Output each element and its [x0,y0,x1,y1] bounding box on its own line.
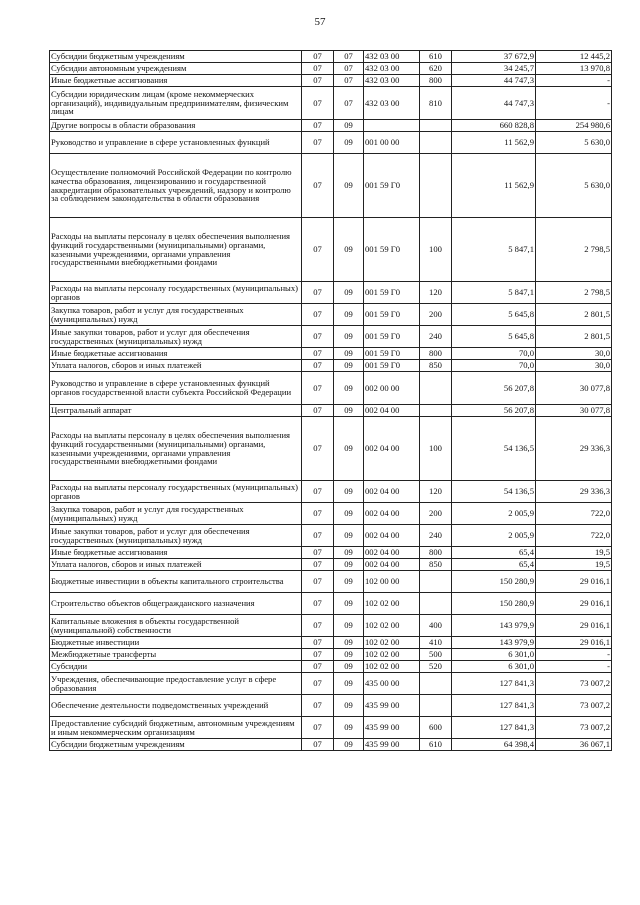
row-amount-1: 143 979,9 [452,615,536,637]
row-amount-2: 30 077,8 [536,405,612,417]
row-target-article-code: 435 00 00 [364,673,420,695]
row-amount-1: 65,4 [452,547,536,559]
row-amount-1: 6 301,0 [452,649,536,661]
row-name: Закупка товаров, работ и услуг для государственных (муниципальных) нужд [50,304,302,326]
table-row [50,51,612,63]
row-name: Предоставление субсидий бюджетным, автономным учреждениям и иным некоммерческим организациям [50,717,302,739]
table-row [50,326,612,348]
row-amount-2: - [536,87,612,120]
page-number: 57 [314,16,326,28]
row-expense-type-code: 200 [420,503,452,525]
row-amount-1: 143 979,9 [452,637,536,649]
row-amount-2: - [536,75,612,87]
row-amount-1: 65,4 [452,559,536,571]
row-name: Центральный аппарат [50,405,302,417]
table-row [50,154,612,218]
row-target-article-code: 002 04 00 [364,525,420,547]
row-subsection-code: 09 [334,593,364,615]
table-row [50,547,612,559]
row-amount-2: 12 445,2 [536,51,612,63]
row-amount-1: 11 562,9 [452,132,536,154]
row-expense-type-code: 200 [420,304,452,326]
table-row [50,559,612,571]
row-amount-1: 127 841,3 [452,717,536,739]
row-expense-type-code: 800 [420,348,452,360]
row-section-code: 07 [302,51,334,63]
row-expense-type-code: 810 [420,87,452,120]
row-name: Строительство объектов общегражданского назначения [50,593,302,615]
row-expense-type-code [420,571,452,593]
row-subsection-code: 09 [334,547,364,559]
row-amount-1: 44 747,3 [452,75,536,87]
row-subsection-code: 07 [334,51,364,63]
row-target-article-code: 432 03 00 [364,63,420,75]
row-expense-type-code [420,673,452,695]
row-amount-2: 30,0 [536,348,612,360]
row-name: Бюджетные инвестиции [50,637,302,649]
row-subsection-code: 09 [334,417,364,481]
row-expense-type-code [420,695,452,717]
row-amount-2: 73 007,2 [536,695,612,717]
row-section-code: 07 [302,661,334,673]
row-subsection-code: 09 [334,360,364,372]
row-section-code: 07 [302,593,334,615]
row-name: Субсидии автономным учреждениям [50,63,302,75]
row-amount-2: 73 007,2 [536,673,612,695]
row-subsection-code: 09 [334,637,364,649]
row-section-code: 07 [302,717,334,739]
table-row [50,673,612,695]
row-section-code: 07 [302,673,334,695]
row-target-article-code: 435 99 00 [364,717,420,739]
row-subsection-code: 09 [334,503,364,525]
table-row [50,132,612,154]
row-name: Руководство и управление в сфере установленных функций [50,132,302,154]
row-amount-2: 2 801,5 [536,326,612,348]
row-section-code: 07 [302,615,334,637]
row-section-code: 07 [302,739,334,751]
row-amount-2: 722,0 [536,503,612,525]
row-subsection-code: 09 [334,649,364,661]
row-target-article-code: 001 59 Г0 [364,360,420,372]
table-row [50,372,612,405]
row-section-code: 07 [302,372,334,405]
row-expense-type-code [420,372,452,405]
row-subsection-code: 09 [334,348,364,360]
row-target-article-code: 102 00 00 [364,571,420,593]
row-amount-2: 254 980,6 [536,120,612,132]
row-expense-type-code: 600 [420,717,452,739]
row-target-article-code: 102 02 00 [364,649,420,661]
row-target-article-code: 102 02 00 [364,637,420,649]
row-name: Иные бюджетные ассигнования [50,348,302,360]
row-expense-type-code: 800 [420,75,452,87]
row-section-code: 07 [302,417,334,481]
row-name: Иные бюджетные ассигнования [50,75,302,87]
row-expense-type-code: 120 [420,481,452,503]
row-section-code: 07 [302,154,334,218]
row-subsection-code: 09 [334,695,364,717]
row-subsection-code: 09 [334,304,364,326]
table-row [50,503,612,525]
table-row [50,63,612,75]
row-amount-2: 5 630,0 [536,154,612,218]
row-amount-1: 54 136,5 [452,481,536,503]
row-expense-type-code: 240 [420,326,452,348]
row-target-article-code: 001 00 00 [364,132,420,154]
row-expense-type-code: 850 [420,559,452,571]
row-name: Руководство и управление в сфере установленных функций органов государственной власти субъекта Российской Федерации [50,372,302,405]
row-name: Расходы на выплаты персоналу в целях обеспечения выполнения функций государственными (муниципальными) органами, казенными учреждениями, органами управления государственными внебюджетными фондами [50,417,302,481]
row-name: Обеспечение деятельности подведомственных учреждений [50,695,302,717]
row-amount-2: 2 801,5 [536,304,612,326]
row-expense-type-code: 500 [420,649,452,661]
row-name: Субсидии бюджетным учреждениям [50,739,302,751]
row-target-article-code [364,120,420,132]
row-amount-2: 29 016,1 [536,637,612,649]
row-target-article-code: 432 03 00 [364,87,420,120]
row-expense-type-code [420,132,452,154]
row-name: Учреждения, обеспечивающие предоставление услуг в сфере образования [50,673,302,695]
table-row [50,304,612,326]
row-amount-1: 127 841,3 [452,695,536,717]
row-amount-2: 13 970,8 [536,63,612,75]
row-amount-2: 29 336,3 [536,481,612,503]
row-name: Межбюджетные трансферты [50,649,302,661]
table-row [50,637,612,649]
row-amount-2: 19,5 [536,547,612,559]
row-amount-1: 660 828,8 [452,120,536,132]
row-target-article-code: 002 04 00 [364,481,420,503]
row-name: Иные закупки товаров, работ и услуг для обеспечения государственных (муниципальных) нужд [50,525,302,547]
row-amount-2: 29 016,1 [536,593,612,615]
row-amount-2: 2 798,5 [536,282,612,304]
row-name: Субсидии юридическим лицам (кроме некоммерческих организаций), индивидуальным предпринимателям, физическим лицам [50,87,302,120]
row-amount-1: 150 280,9 [452,593,536,615]
row-subsection-code: 07 [334,75,364,87]
row-subsection-code: 09 [334,739,364,751]
row-expense-type-code: 800 [420,547,452,559]
row-expense-type-code: 100 [420,218,452,282]
row-amount-1: 2 005,9 [452,503,536,525]
row-amount-1: 56 207,8 [452,372,536,405]
row-amount-2: 29 016,1 [536,615,612,637]
row-target-article-code: 102 02 00 [364,661,420,673]
row-name: Расходы на выплаты персоналу в целях обеспечения выполнения функций государственными (муниципальными) органами, казенными учреждениями, органами управления государственными внебюджетными фондами [50,218,302,282]
row-amount-1: 5 847,1 [452,218,536,282]
row-subsection-code: 09 [334,481,364,503]
row-section-code: 07 [302,75,334,87]
row-target-article-code: 102 02 00 [364,615,420,637]
table-row [50,593,612,615]
table-row [50,120,612,132]
row-name: Субсидии бюджетным учреждениям [50,51,302,63]
budget-table [49,50,612,751]
row-amount-1: 5 645,8 [452,304,536,326]
row-expense-type-code: 410 [420,637,452,649]
row-subsection-code: 09 [334,132,364,154]
row-section-code: 07 [302,360,334,372]
table-row [50,87,612,120]
row-subsection-code: 09 [334,717,364,739]
row-target-article-code: 001 59 Г0 [364,304,420,326]
row-subsection-code: 09 [334,154,364,218]
row-amount-1: 127 841,3 [452,673,536,695]
row-target-article-code: 002 04 00 [364,547,420,559]
row-amount-1: 64 398,4 [452,739,536,751]
row-amount-1: 37 672,9 [452,51,536,63]
row-name: Другие вопросы в области образования [50,120,302,132]
row-section-code: 07 [302,63,334,75]
row-amount-1: 70,0 [452,360,536,372]
row-subsection-code: 09 [334,525,364,547]
table-row [50,75,612,87]
table-row [50,360,612,372]
row-name: Уплата налогов, сборов и иных платежей [50,360,302,372]
row-amount-1: 70,0 [452,348,536,360]
table-row [50,661,612,673]
row-subsection-code: 09 [334,372,364,405]
row-subsection-code: 07 [334,63,364,75]
row-amount-1: 56 207,8 [452,405,536,417]
row-section-code: 07 [302,503,334,525]
row-section-code: 07 [302,218,334,282]
row-subsection-code: 09 [334,405,364,417]
row-amount-2: 73 007,2 [536,717,612,739]
row-expense-type-code: 240 [420,525,452,547]
row-amount-2: 5 630,0 [536,132,612,154]
row-expense-type-code: 120 [420,282,452,304]
table-row [50,282,612,304]
row-amount-2: 29 336,3 [536,417,612,481]
row-amount-2: 36 067,1 [536,739,612,751]
row-amount-1: 5 645,8 [452,326,536,348]
row-expense-type-code [420,120,452,132]
row-expense-type-code: 610 [420,739,452,751]
table-row [50,717,612,739]
row-name: Иные закупки товаров, работ и услуг для обеспечения государственных (муниципальных) нужд [50,326,302,348]
row-amount-1: 5 847,1 [452,282,536,304]
row-expense-type-code: 400 [420,615,452,637]
row-section-code: 07 [302,571,334,593]
row-expense-type-code [420,593,452,615]
table-row [50,571,612,593]
row-target-article-code: 102 02 00 [364,593,420,615]
row-target-article-code: 435 99 00 [364,739,420,751]
row-section-code: 07 [302,120,334,132]
row-subsection-code: 09 [334,615,364,637]
row-name: Иные бюджетные ассигнования [50,547,302,559]
row-expense-type-code: 520 [420,661,452,673]
row-section-code: 07 [302,637,334,649]
row-section-code: 07 [302,695,334,717]
row-amount-2: - [536,649,612,661]
row-amount-1: 11 562,9 [452,154,536,218]
table-row [50,481,612,503]
row-target-article-code: 001 59 Г0 [364,282,420,304]
row-section-code: 07 [302,87,334,120]
row-subsection-code: 09 [334,120,364,132]
row-target-article-code: 432 03 00 [364,51,420,63]
row-expense-type-code [420,154,452,218]
row-target-article-code: 001 59 Г0 [364,326,420,348]
row-section-code: 07 [302,481,334,503]
table-row [50,405,612,417]
row-target-article-code: 002 00 00 [364,372,420,405]
row-subsection-code: 09 [334,218,364,282]
row-section-code: 07 [302,547,334,559]
table-row [50,525,612,547]
row-name: Расходы на выплаты персоналу государственных (муниципальных) органов [50,481,302,503]
row-name: Бюджетные инвестиции в объекты капитального строительства [50,571,302,593]
row-amount-2: 19,5 [536,559,612,571]
row-section-code: 07 [302,405,334,417]
table-row [50,739,612,751]
row-name: Субсидии [50,661,302,673]
row-target-article-code: 002 04 00 [364,417,420,481]
row-section-code: 07 [302,348,334,360]
table-row [50,695,612,717]
row-amount-2: 2 798,5 [536,218,612,282]
row-name: Осуществление полномочий Российской Федерации по контролю качества образования, лицензированию и государственной аккредитации образовательных учреждений, надзору и контролю за соблюдением законодательства в области образования [50,154,302,218]
row-name: Закупка товаров, работ и услуг для государственных (муниципальных) нужд [50,503,302,525]
row-section-code: 07 [302,326,334,348]
row-name: Капитальные вложения в объекты государственной (муниципальной) собственности [50,615,302,637]
row-expense-type-code: 610 [420,51,452,63]
row-subsection-code: 09 [334,326,364,348]
row-amount-1: 6 301,0 [452,661,536,673]
row-section-code: 07 [302,282,334,304]
row-expense-type-code: 850 [420,360,452,372]
row-subsection-code: 09 [334,559,364,571]
row-subsection-code: 09 [334,282,364,304]
row-section-code: 07 [302,304,334,326]
row-expense-type-code: 100 [420,417,452,481]
row-amount-2: 29 016,1 [536,571,612,593]
row-section-code: 07 [302,132,334,154]
table-row [50,417,612,481]
row-target-article-code: 002 04 00 [364,405,420,417]
row-amount-2: 30 077,8 [536,372,612,405]
row-amount-1: 34 245,7 [452,63,536,75]
table-row [50,649,612,661]
row-amount-1: 54 136,5 [452,417,536,481]
row-target-article-code: 435 99 00 [364,695,420,717]
row-amount-2: 30,0 [536,360,612,372]
table-row [50,218,612,282]
row-target-article-code: 001 59 Г0 [364,218,420,282]
row-expense-type-code [420,405,452,417]
row-name: Расходы на выплаты персоналу государственных (муниципальных) органов [50,282,302,304]
row-subsection-code: 09 [334,661,364,673]
row-amount-2: - [536,661,612,673]
row-amount-1: 2 005,9 [452,525,536,547]
budget-table-body [50,51,612,751]
table-row [50,615,612,637]
row-amount-2: 722,0 [536,525,612,547]
row-target-article-code: 002 04 00 [364,559,420,571]
row-subsection-code: 09 [334,571,364,593]
row-subsection-code: 07 [334,87,364,120]
row-expense-type-code: 620 [420,63,452,75]
row-target-article-code: 002 04 00 [364,503,420,525]
row-subsection-code: 09 [334,673,364,695]
row-target-article-code: 001 59 Г0 [364,154,420,218]
row-name: Уплата налогов, сборов и иных платежей [50,559,302,571]
row-section-code: 07 [302,649,334,661]
row-target-article-code: 001 59 Г0 [364,348,420,360]
row-target-article-code: 432 03 00 [364,75,420,87]
table-row [50,348,612,360]
row-amount-1: 44 747,3 [452,87,536,120]
row-section-code: 07 [302,525,334,547]
row-amount-1: 150 280,9 [452,571,536,593]
row-section-code: 07 [302,559,334,571]
